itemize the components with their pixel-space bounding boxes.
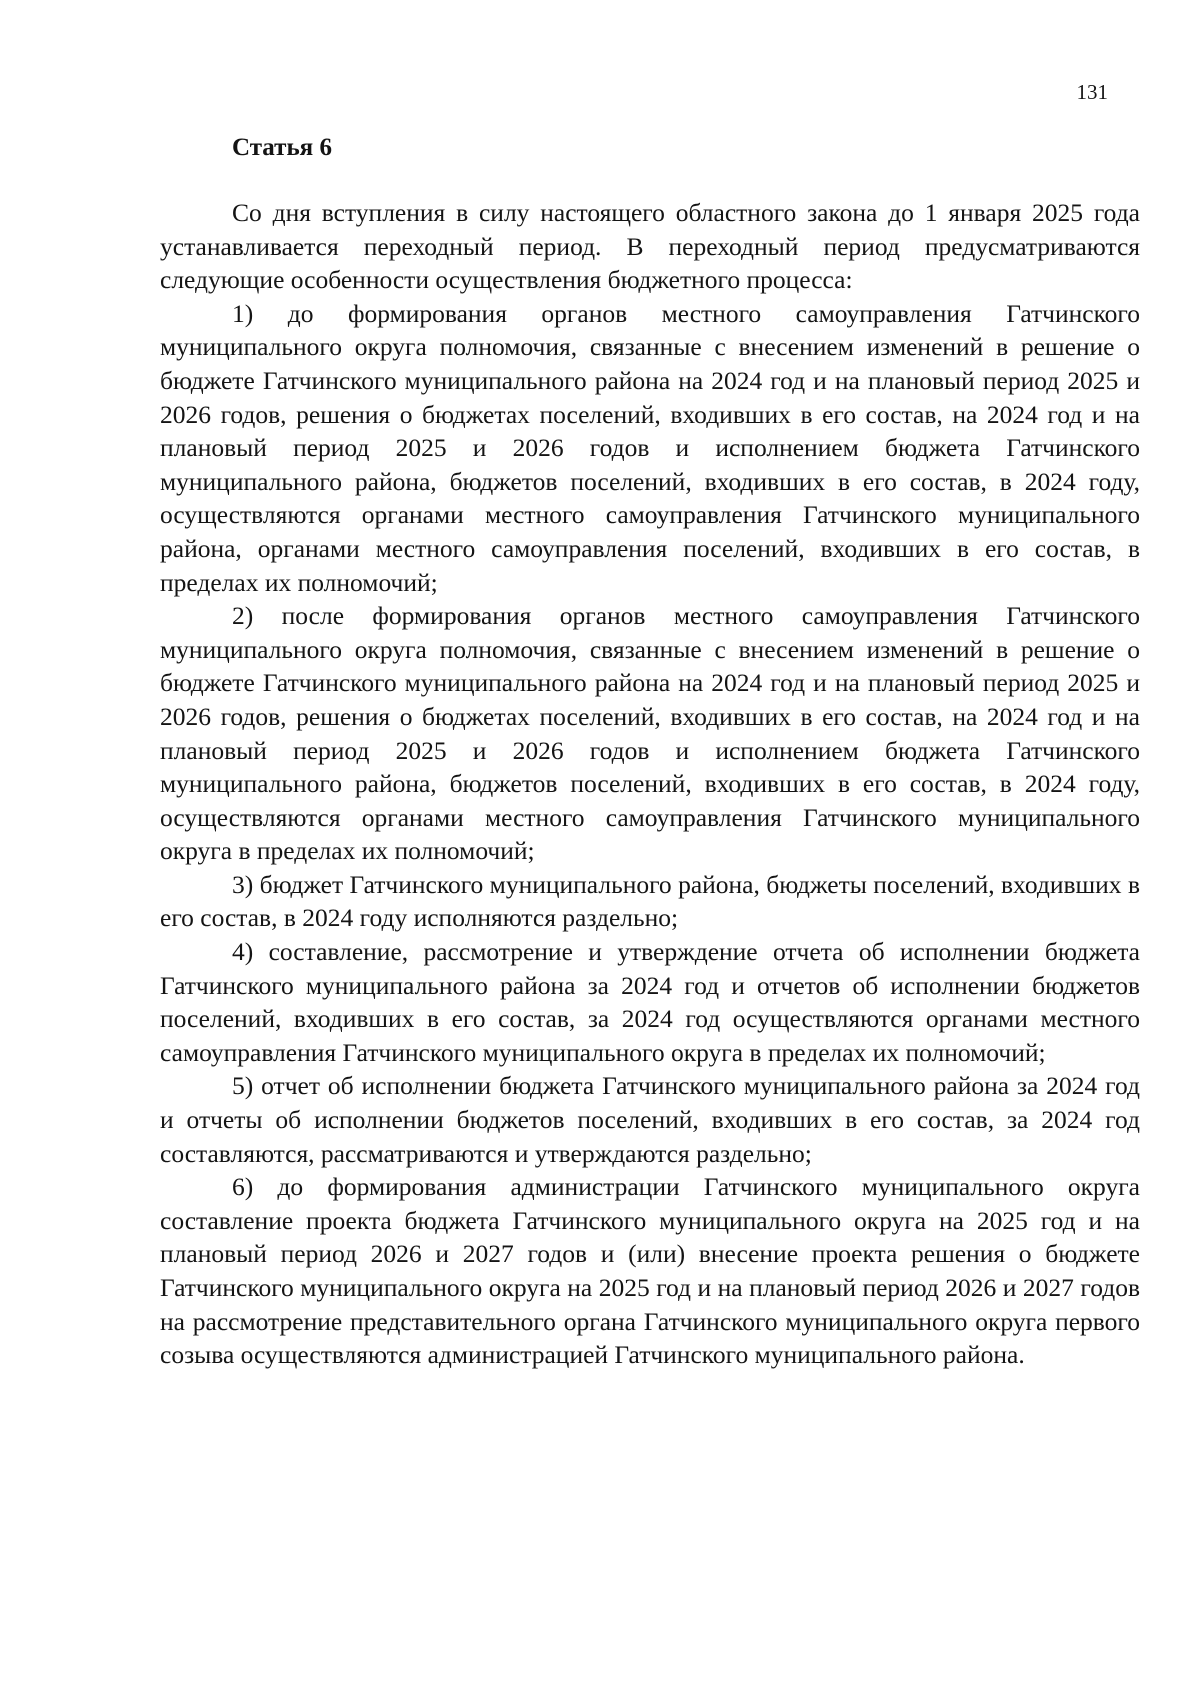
article-item-2: 2) после формирования органов местного самоуправления Гатчинского муниципального округа полномочия, связанные с внесением изменений в решение о бюджете Гатчинского муниципального района на 2024 год и на плановый период 2025 и 2026 годов, решения о бюджетах поселений, входивших в его состав, на 2024 год и на плановый период 2025 и 2026 годов и исполнением бюджета Гатчинского муниципального района, бюджетов поселений, входивших в его состав, в 2024 году, осуществляются органами местного самоуправления Гатчинского муниципального округа в пределах их полномочий;	[160, 601, 1140, 866]
article-body	[160, 196, 1140, 1372]
article-item-6: 6) до формирования администрации Гатчинского муниципального округа составление проекта бюджета Гатчинского муниципального округа на 2025 год и на плановый период 2026 и 2027 годов и (или) внесение проекта решения о бюджете Гатчинского муниципального округа на 2025 год и на плановый период 2026 и 2027 годов на рассмотрение представительного органа Гатчинского муниципального округа первого созыва осуществляются администрацией Гатчинского муниципального района.	[160, 1172, 1140, 1370]
article-item-1: 1) до формирования органов местного самоуправления Гатчинского муниципального округа полномочия, связанные с внесением изменений в решение о бюджете Гатчинского муниципального района на 2024 год и на плановый период 2025 и 2026 годов, решения о бюджетах поселений, входивших в его состав, на 2024 год и на плановый период 2025 и 2026 годов и исполнением бюджета Гатчинского муниципального района, бюджетов поселений, входивших в его состав, в 2024 году, осуществляются органами местного самоуправления Гатчинского муниципального района, органами местного самоуправления поселений, входивших в его состав, в пределах их полномочий;	[160, 298, 1140, 597]
page-number: 131	[1076, 80, 1108, 104]
article-item-4: 4) составление, рассмотрение и утверждение отчета об исполнении бюджета Гатчинского муниципального района за 2024 год и отчетов об исполнении бюджетов поселений, входивших в его состав, за 2024 год осуществляются органами местного самоуправления Гатчинского муниципального округа в пределах их полномочий;	[160, 937, 1140, 1067]
article-heading: Статья 6	[232, 134, 332, 161]
article-intro-paragraph: Со дня вступления в силу настоящего областного закона до 1 января 2025 года устанавливается переходный период. В переходный период предусматриваются следующие особенности осуществления бюджетного процесса:	[160, 198, 1140, 295]
article-item-5: 5) отчет об исполнении бюджета Гатчинского муниципального района за 2024 год и отчеты об исполнении бюджетов поселений, входивших в его состав, за 2024 год составляются, рассматриваются и утверждаются раздельно;	[160, 1071, 1140, 1168]
article-item-3: 3) бюджет Гатчинского муниципального района, бюджеты поселений, входивших в его состав, в 2024 году исполняются раздельно;	[160, 869, 1140, 933]
